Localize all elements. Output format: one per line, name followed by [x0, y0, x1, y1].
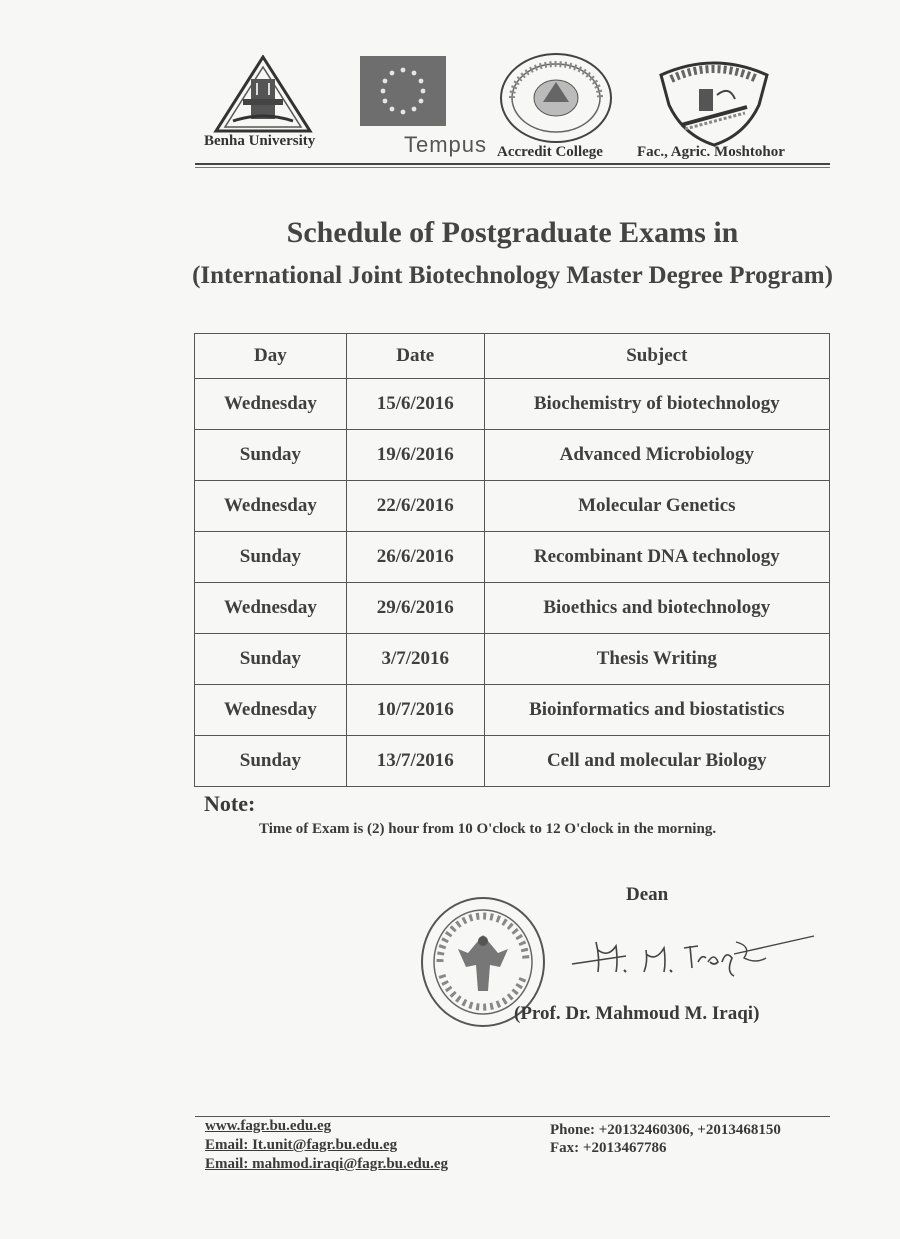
eu-flag-icon [360, 56, 446, 126]
column-header-day: Day [195, 334, 347, 379]
header-divider-thin [195, 167, 830, 168]
date-cell: 26/6/2016 [346, 532, 484, 583]
column-header-subject: Subject [484, 334, 829, 379]
column-header-date: Date [346, 334, 484, 379]
day-cell: Wednesday [195, 583, 347, 634]
subject-cell: Cell and molecular Biology [484, 736, 829, 787]
header-divider [195, 163, 830, 165]
table-row [195, 736, 830, 787]
tempus-caption: Tempus [404, 132, 488, 157]
footer-website-link[interactable]: www.fagr.bu.edu.eg [205, 1118, 332, 1134]
date-cell: 22/6/2016 [346, 481, 484, 532]
footer-email-link-2[interactable]: Email: mahmod.iraqi@fagr.bu.edu.eg [205, 1156, 449, 1172]
day-cell: Sunday [195, 634, 347, 685]
subject-cell: Biochemistry of biotechnology [484, 379, 829, 430]
signatory-role: Dean [626, 884, 669, 905]
note-text: Time of Exam is (2) hour from 10 O'clock to 12 O'clock in the morning. [259, 821, 717, 837]
footer-email-link-1[interactable]: Email: It.unit@fagr.bu.edu.eg [205, 1137, 398, 1153]
faculty-shield-icon [655, 55, 773, 147]
accredit-college-caption: Accredit College [497, 144, 603, 160]
naqaae-seal-icon [498, 52, 614, 144]
table-row [195, 532, 830, 583]
note-heading: Note: [204, 791, 256, 816]
day-cell: Wednesday [195, 481, 347, 532]
handwritten-signature-icon [566, 928, 816, 984]
subject-cell: Bioethics and biotechnology [484, 583, 829, 634]
day-cell: Wednesday [195, 685, 347, 736]
table-row [195, 634, 830, 685]
day-cell: Wednesday [195, 379, 347, 430]
date-cell: 15/6/2016 [346, 379, 484, 430]
document-title: Schedule of Postgraduate Exams in [286, 216, 739, 249]
faculty-caption: Fac., Agric. Moshtohor [637, 144, 785, 160]
footer-phone: Phone: +20132460306, +2013468150 [550, 1122, 781, 1138]
subject-cell: Recombinant DNA technology [484, 532, 829, 583]
subject-cell: Advanced Microbiology [484, 430, 829, 481]
benha-university-caption: Benha University [204, 133, 316, 149]
table-header-row [195, 334, 830, 379]
footer-fax: Fax: +2013467786 [550, 1140, 667, 1156]
day-cell: Sunday [195, 736, 347, 787]
footer-divider [195, 1116, 830, 1117]
table-row [195, 583, 830, 634]
day-cell: Sunday [195, 532, 347, 583]
subject-cell: Bioinformatics and biostatistics [484, 685, 829, 736]
date-cell: 29/6/2016 [346, 583, 484, 634]
date-cell: 10/7/2016 [346, 685, 484, 736]
table-row [195, 430, 830, 481]
date-cell: 13/7/2016 [346, 736, 484, 787]
signatory-name: (Prof. Dr. Mahmoud M. Iraqi) [514, 1003, 760, 1024]
exam-schedule-table [194, 333, 830, 787]
date-cell: 19/6/2016 [346, 430, 484, 481]
subject-cell: Thesis Writing [484, 634, 829, 685]
table-row [195, 379, 830, 430]
day-cell: Sunday [195, 430, 347, 481]
table-row [195, 481, 830, 532]
benha-university-logo-icon [213, 55, 313, 133]
document-subtitle: (International Joint Biotechnology Master Degree Program) [192, 262, 833, 289]
subject-cell: Molecular Genetics [484, 481, 829, 532]
table-row [195, 685, 830, 736]
date-cell: 3/7/2016 [346, 634, 484, 685]
